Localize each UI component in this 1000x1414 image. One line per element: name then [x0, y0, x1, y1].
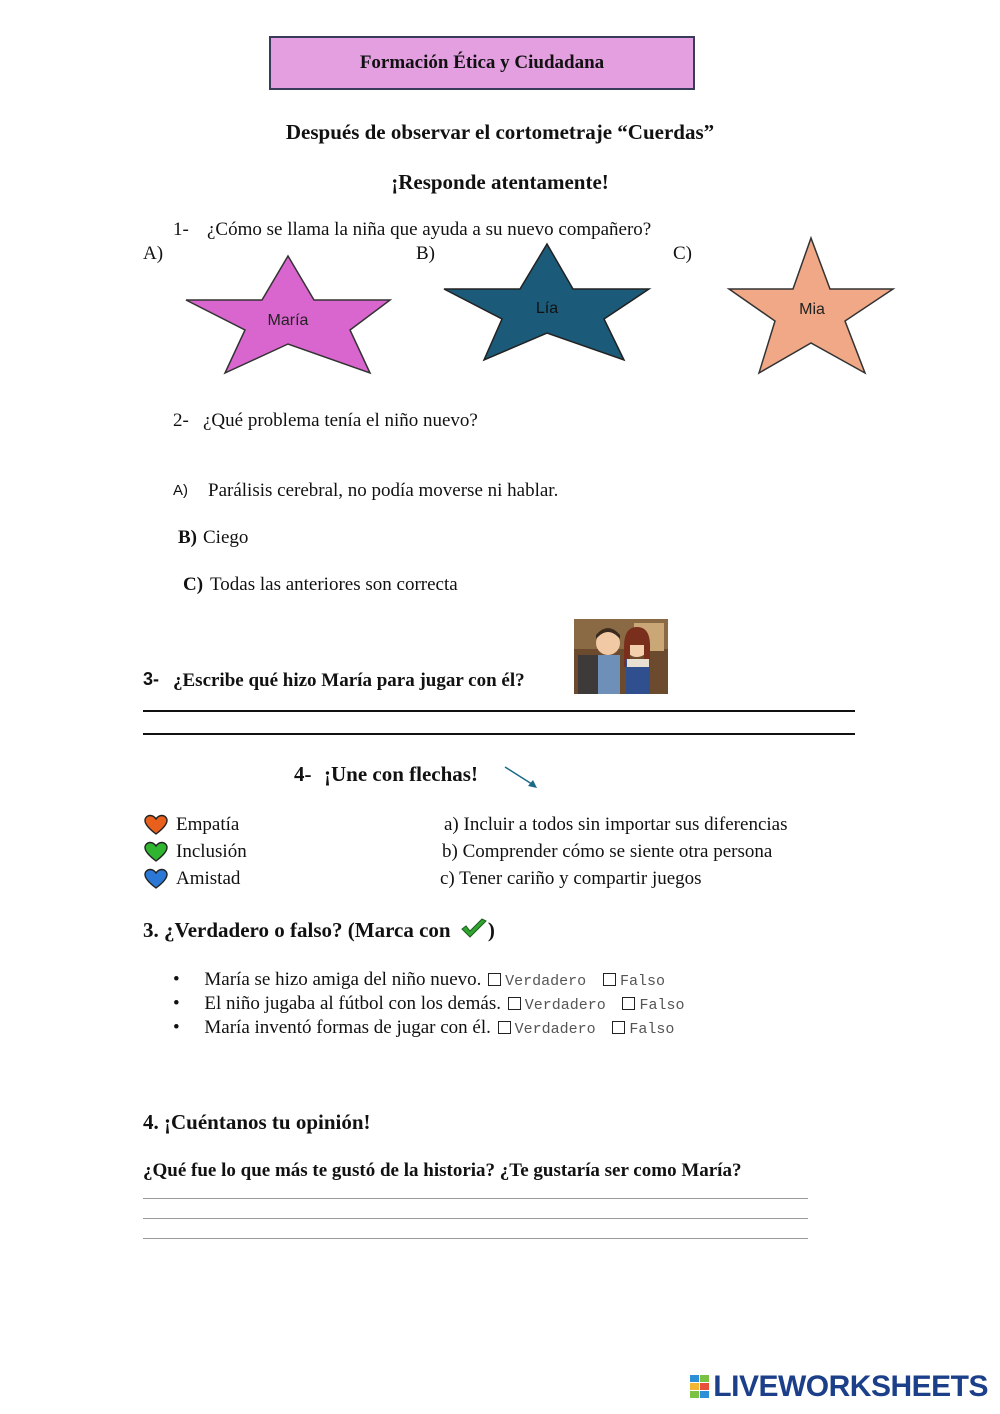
star-label-mia: Mia	[799, 301, 825, 318]
opinion-answer-line-1[interactable]	[143, 1198, 808, 1199]
heart-icon-blue	[144, 868, 168, 890]
tf-item-1-true-checkbox[interactable]	[488, 973, 501, 986]
tf-item-3-text: María inventó formas de jugar con él.	[204, 1017, 491, 1038]
tf-item-3-false-label[interactable]: Falso	[629, 1021, 675, 1038]
q1-option-c-letter: C)	[673, 243, 692, 264]
liveworksheets-brand: LIVEWORKSHEETS	[713, 1370, 988, 1403]
liveworksheets-logo	[689, 1370, 988, 1404]
star-label-maria: María	[267, 312, 309, 329]
q1-option-a-letter: A)	[143, 243, 164, 264]
tf-item-1	[173, 969, 665, 991]
intro-subheading: ¡Responde atentamente!	[391, 170, 609, 194]
match-right-b[interactable]: b) Comprender cómo se siente otra persona	[442, 841, 773, 862]
star-label-lia: Lía	[535, 300, 559, 317]
tf-item-3	[173, 1017, 674, 1039]
tf-title-end: )	[487, 918, 495, 942]
opinion-answer-line-3[interactable]	[143, 1238, 808, 1239]
q4-number: 4-	[294, 762, 312, 786]
cortometraje-image	[574, 619, 668, 694]
tf-item-1-false-checkbox[interactable]	[603, 973, 616, 986]
q2-option-c-letter[interactable]: C)	[183, 574, 204, 595]
tf-item-2-true-checkbox[interactable]	[508, 997, 521, 1010]
q1-text: ¿Cómo se llama la niña que ayuda a su nuevo compañero?	[207, 219, 652, 240]
liveworksheets-logo-icon	[689, 1374, 711, 1400]
q2-option-b-letter[interactable]: B)	[178, 527, 197, 548]
tf-item-1-true-label[interactable]: Verdadero	[505, 973, 587, 990]
opinion-answer-line-2[interactable]	[143, 1218, 808, 1219]
q4-text: ¡Une con flechas!	[324, 762, 478, 786]
match-left-inclusion[interactable]: Inclusión	[176, 841, 247, 862]
tf-title	[143, 918, 495, 943]
q2-option-b-text[interactable]: Ciego	[203, 527, 249, 548]
tf-item-2-true-label[interactable]: Verdadero	[524, 997, 606, 1014]
opinion-question: ¿Qué fue lo que más te gustó de la historia? ¿Te gustaría ser como María?	[143, 1160, 742, 1181]
q3-text: ¿Escribe qué hizo María para jugar con él?	[173, 670, 525, 691]
bullet: •	[173, 969, 180, 990]
q2-text: ¿Qué problema tenía el niño nuevo?	[203, 410, 478, 431]
match-right-a[interactable]: a) Incluir a todos sin importar sus diferencias	[444, 814, 788, 835]
tf-item-3-false-checkbox[interactable]	[612, 1021, 625, 1034]
tf-item-2-false-label[interactable]: Falso	[639, 997, 685, 1014]
q3-number: 3-	[143, 669, 160, 689]
star-option-lia[interactable]	[440, 240, 655, 365]
q3-answer-line-2[interactable]	[143, 733, 855, 735]
q2-option-c-text[interactable]: Todas las anteriores son correcta	[210, 574, 458, 595]
match-left-amistad[interactable]: Amistad	[176, 868, 241, 889]
checkmark-icon	[460, 918, 488, 940]
tf-title-start: 3. ¿Verdadero o falso? (Marca con	[143, 918, 451, 942]
opinion-title: 4. ¡Cuéntanos tu opinión!	[143, 1110, 371, 1134]
tf-item-2	[173, 993, 685, 1015]
q2-option-a-letter[interactable]: A)	[173, 482, 188, 499]
bullet: •	[173, 1017, 180, 1038]
tf-item-1-text: María se hizo amiga del niño nuevo.	[204, 969, 482, 990]
heart-icon-green	[144, 841, 168, 863]
q1-number: 1-	[173, 219, 189, 240]
tf-item-3-true-label[interactable]: Verdadero	[514, 1021, 596, 1038]
heart-icon-orange	[144, 814, 168, 836]
intro-heading: Después de observar el cortometraje “Cuerdas”	[285, 120, 715, 144]
q1-option-b-letter: B)	[416, 243, 435, 264]
q3-answer-line-1[interactable]	[143, 710, 855, 712]
tf-item-2-false-checkbox[interactable]	[622, 997, 635, 1010]
worksheet-title: Formación Ética y Ciudadana	[269, 36, 695, 90]
star-option-mia[interactable]	[725, 235, 897, 377]
q2-number: 2-	[173, 410, 189, 431]
bullet: •	[173, 993, 180, 1014]
tf-item-3-true-checkbox[interactable]	[498, 1021, 511, 1034]
arrow-icon	[502, 764, 542, 792]
tf-item-2-text: El niño jugaba al fútbol con los demás.	[204, 993, 501, 1014]
q2-option-a-text[interactable]: Parálisis cerebral, no podía moverse ni hablar.	[208, 480, 559, 501]
match-left-empatia[interactable]: Empatía	[176, 814, 240, 835]
tf-item-1-false-label[interactable]: Falso	[619, 973, 665, 990]
star-option-maria[interactable]	[180, 252, 400, 378]
match-right-c[interactable]: c) Tener cariño y compartir juegos	[440, 868, 702, 889]
